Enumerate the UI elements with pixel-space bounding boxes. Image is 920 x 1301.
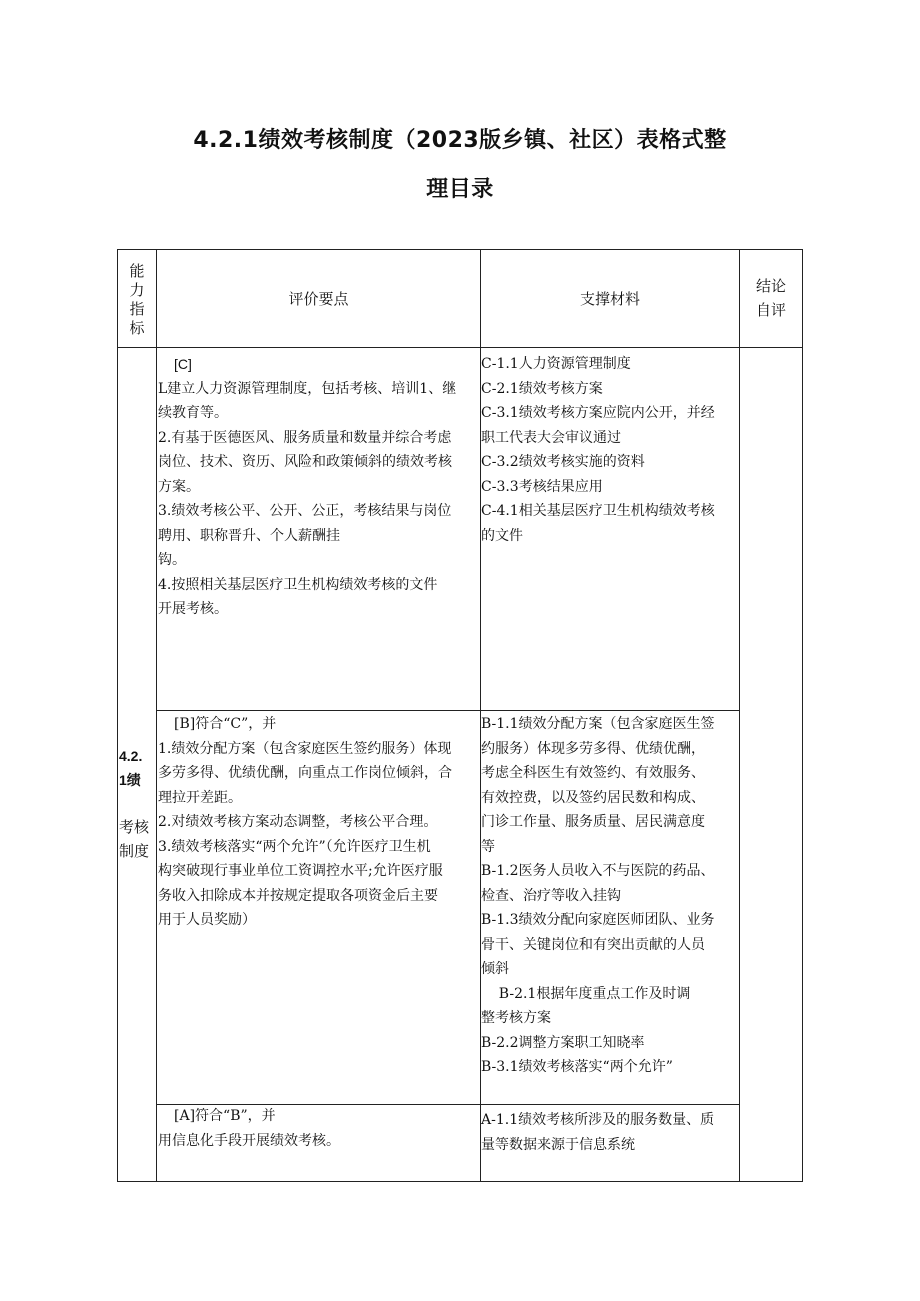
list-item: 2.有基于医德医风、服务质量和数量并综合考虑	[158, 429, 452, 446]
list-item: 用信息化手段开展绩效考核。	[158, 1132, 340, 1149]
list-item: 续教育等。	[158, 405, 228, 421]
list-item: 骨干、关键岗位和有突出贡献的人员	[481, 936, 705, 953]
grade-c-materials	[481, 352, 739, 548]
list-item: 门诊工作量、服务质量、居民满意度	[481, 814, 705, 830]
grade-b-points	[158, 712, 480, 933]
list-item: 务收入扣除成本并按规定提取各项资金后主要	[158, 887, 438, 904]
list-item: A-1.1绩效考核所涉及的服务数量、质	[481, 1112, 715, 1128]
list-item: C-3.2绩效考核实施的资料	[481, 454, 645, 470]
page-title: 4.2.1绩效考核制度（2023版乡镇、社区）表格式整	[193, 128, 727, 153]
list-item: C-2.1绩效考核方案	[481, 380, 603, 397]
list-item: 等	[481, 838, 495, 855]
list-item: 有效控费，以及签约居民数和构成、	[481, 789, 705, 806]
list-item: 倾斜	[481, 961, 509, 977]
list-item: C-3.3考核结果应用	[481, 478, 603, 495]
list-item: B-2.1根据年度重点工作及时调	[481, 985, 691, 1002]
list-item: C-4.1相关基层医疗卫生机构绩效考核	[481, 503, 715, 519]
header-ability-char: 力	[129, 282, 145, 299]
indicator-code: 4.2.	[119, 748, 143, 764]
list-item: 3.绩效考核落实“两个允许”（允许医疗卫生机	[158, 838, 431, 855]
list-item: 4.按照相关基层医疗卫生机构绩效考核的文件	[158, 576, 438, 593]
header-conclusion-self-eval	[740, 275, 802, 323]
grade-a-materials	[481, 1108, 739, 1157]
list-item: 的文件	[481, 527, 523, 544]
grade-a-label: [A]符合“B”，并	[174, 1108, 276, 1124]
list-item: 多劳多得、优绩优酬，向重点工作岗位倾斜，合	[158, 765, 452, 781]
list-item: 3.绩效考核公平、公开、公正，考核结果与岗位	[158, 503, 452, 519]
list-item: B-1.2医务人员收入不与医院的药品、	[481, 863, 715, 879]
list-item: 职工代表大会审议通过	[481, 429, 621, 446]
header-conclusion-line: 自评	[755, 302, 786, 319]
list-item: 1.绩效分配方案（包含家庭医生签约服务）体现	[158, 740, 452, 757]
page-title-continued: 理目录	[426, 177, 494, 202]
list-item: 开展考核。	[158, 601, 228, 617]
list-item: 构突破现行事业单位工资调控水平;允许医疗服	[158, 863, 443, 879]
indicator-cell	[119, 744, 156, 864]
indicator-name-cont: 制度	[119, 843, 150, 860]
header-ability-char: 指	[129, 301, 145, 318]
list-item: 岗位、技术、资历、风险和政策倾斜的绩效考核	[158, 454, 452, 470]
list-item: 约服务）体现多劳多得、优绩优酬，	[481, 740, 705, 757]
grade-c-points	[158, 352, 480, 622]
indicator-code-cont: 1绩	[119, 772, 141, 788]
list-item: 理拉开差距。	[158, 789, 242, 806]
indicator-name: 考核	[119, 819, 150, 836]
list-item: L建立人力资源管理制度，包括考核、培训1、继	[158, 380, 457, 397]
grade-c-label: [C]	[174, 356, 192, 372]
list-item: 2.对绩效考核方案动态调整，考核公平合理。	[158, 814, 438, 830]
list-item: B-3.1绩效考核落实“两个允许”	[481, 1059, 673, 1075]
list-item: 聘用、职称晋升、个人薪酬挂	[158, 527, 340, 544]
list-item: C-1.1人力资源管理制度	[481, 356, 631, 372]
header-ability-char: 标	[129, 320, 145, 337]
list-item: 钩。	[158, 552, 186, 568]
list-item: 用于人员奖励）	[158, 912, 256, 928]
list-item: 整考核方案	[481, 1010, 551, 1026]
header-evaluation-points: 评价要点	[288, 291, 349, 308]
header-ability-char: 能	[129, 263, 145, 280]
list-item: 考虑全科医生有效签约、有效服务、	[481, 765, 705, 781]
list-item: B-1.1绩效分配方案（包含家庭医生签	[481, 716, 715, 732]
header-ability-indicator	[118, 262, 156, 338]
list-item: C-3.1绩效考核方案应院内公开，并经	[481, 405, 715, 421]
header-conclusion-line: 结论	[755, 278, 786, 295]
list-item: B-1.3绩效分配向家庭医师团队、业务	[481, 912, 715, 928]
self-evaluation-cell[interactable]	[740, 348, 802, 1181]
header-supporting-materials: 支撑材料	[579, 291, 640, 308]
list-item: 方案。	[158, 478, 200, 495]
grade-a-points	[158, 1104, 480, 1153]
list-item: 检查、治疗等收入挂钩	[481, 887, 621, 904]
list-item: 量等数据来源于信息系统	[481, 1136, 635, 1153]
list-item: B-2.2调整方案职工知晓率	[481, 1034, 645, 1051]
grade-b-materials	[481, 712, 739, 1080]
grade-b-label: [B]符合“C”，并	[174, 716, 277, 732]
